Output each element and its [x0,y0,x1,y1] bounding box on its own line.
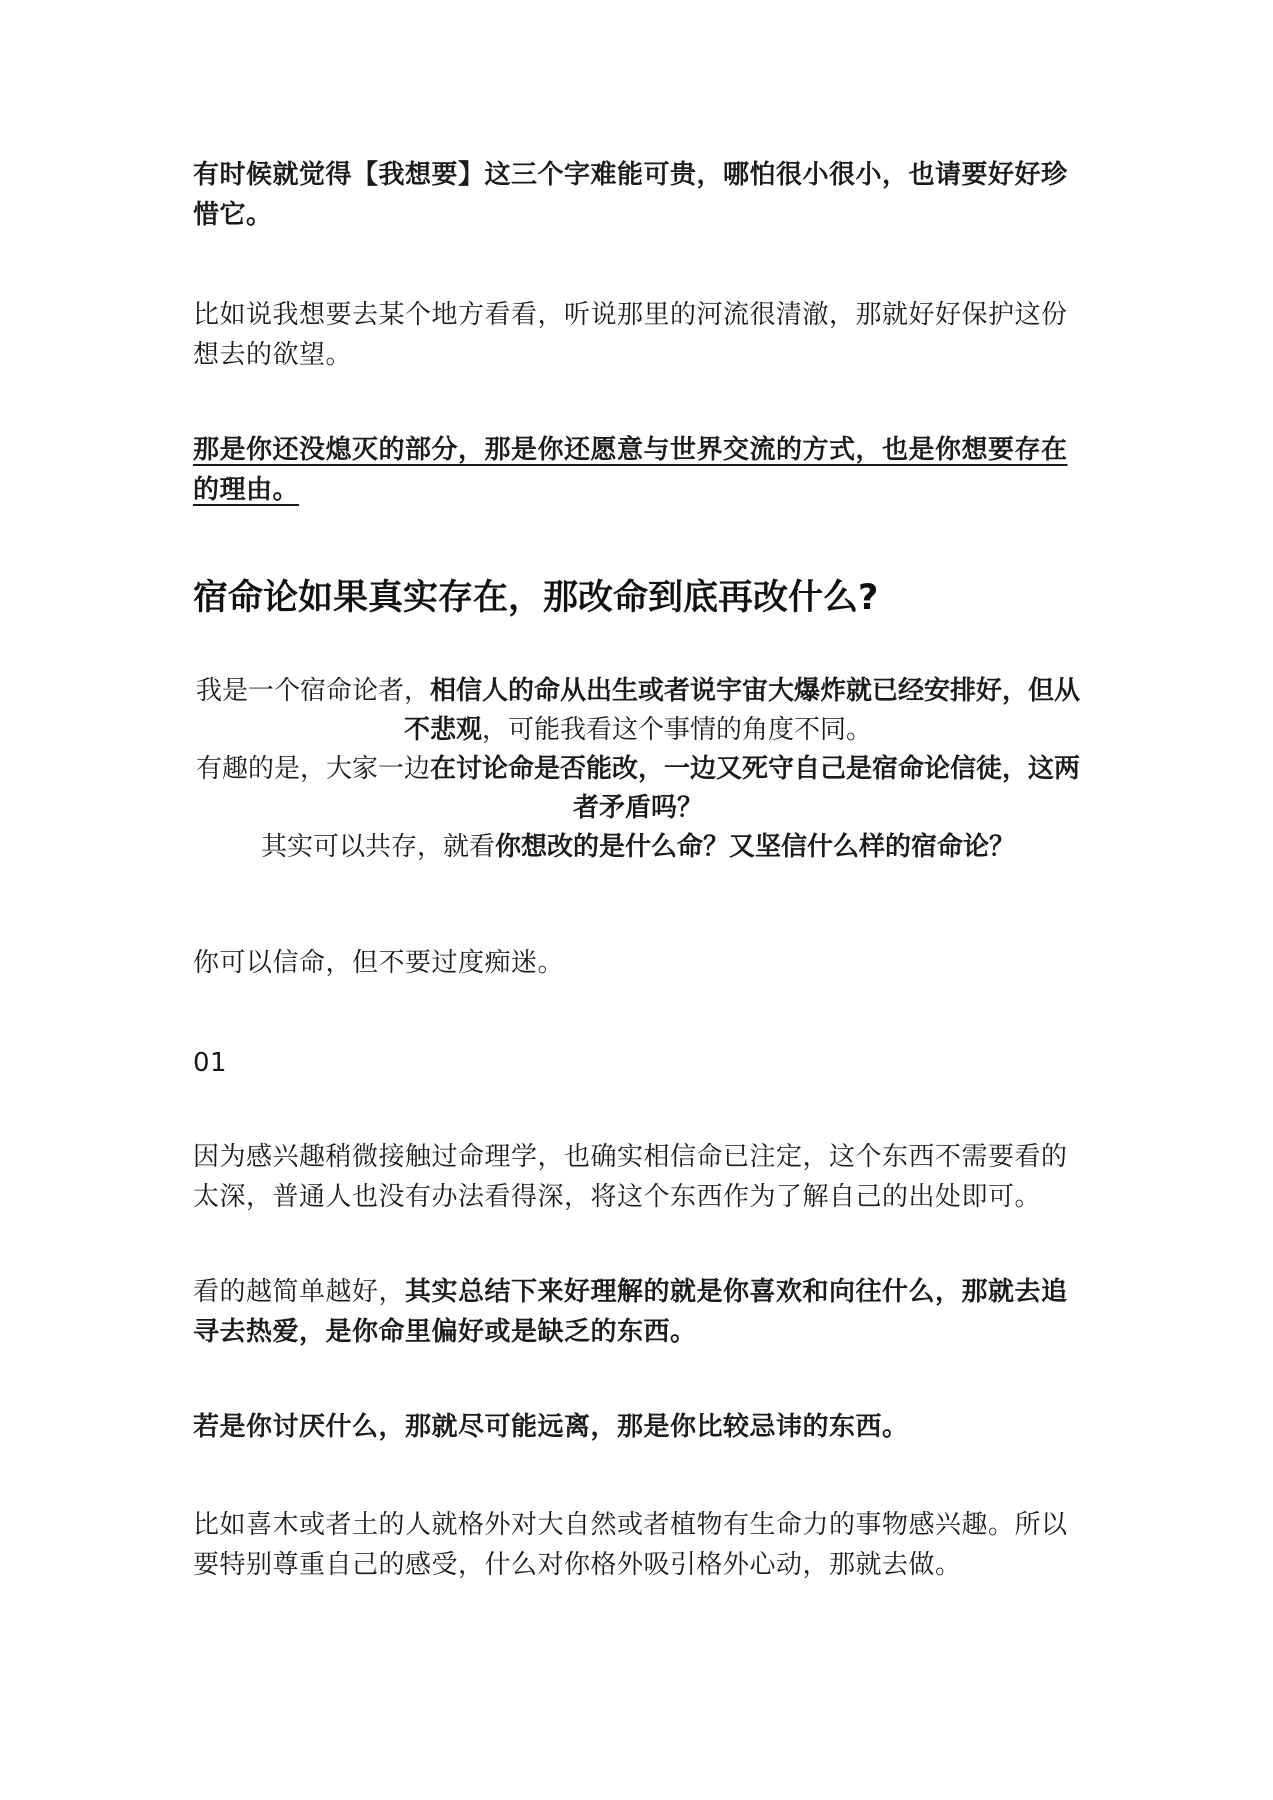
centered-line-fatalist-tail: ，可能我看这个事情的角度不同。 [482,715,873,745]
centered-line-contradiction-plain: 有趣的是，大家一边 [195,754,430,784]
paragraph-believe-fate: 你可以信命，但不要过度痴迷。 [193,948,565,978]
paragraph-pursue-love [193,1272,1083,1352]
paragraph-pursue-love-plain: 看的越简单越好， [193,1277,406,1307]
centered-line-fatalist-bold: 相信人的命从出生或者说宇宙大爆炸就已经安排好，但从不悲观 [403,676,1081,745]
section-number: 01 [193,1048,228,1078]
paragraph-astrology-interest: 因为感兴趣稍微接触过命理学，也确实相信命已注定，这个东西不需要看的太深，普通人也没有办法看得深，将这个东西作为了解自己的出处即可。 [193,1142,1068,1212]
paragraph-nature-example: 比如喜木或者土的人就格外对大自然或者植物有生命力的事物感兴趣。所以要特别尊重自己的感受，什么对你格外吸引格外心动，那就去做。 [193,1510,1068,1580]
paragraph-treasure-wanting: 有时候就觉得【我想要】这三个字难能可贵，哪怕很小很小，也请要好好珍惜它。 [193,160,1068,230]
centered-line-fatalist [193,672,1083,750]
centered-line-contradiction [193,750,1083,828]
section-heading: 宿命论如果真实存在，那改命到底再改什么? [193,578,879,618]
centered-line-contradiction-bold: 在讨论命是否能改，一边又死守自己是宿命论信徒，这两者矛盾吗？ [430,754,1081,823]
paragraph-reason-to-exist: 那是你还没熄灭的部分，那是你还愿意与世界交流的方式，也是你想要存在的理由。 [193,435,1068,505]
centered-quote-block [193,672,1083,867]
centered-line-coexist [193,828,1083,867]
paragraph-pursue-love-bold: 其实总结下来好理解的就是你喜欢和向往什么，那就去追寻去热爱，是你命里偏好或是缺乏的东西。 [193,1277,1068,1347]
paragraph-river-example: 比如说我想要去某个地方看看，听说那里的河流很清澈，那就好好保护这份想去的欲望。 [193,300,1068,370]
centered-line-fatalist-plain: 我是一个宿命论者， [195,676,430,706]
paragraph-avoid-dislike: 若是你讨厌什么，那就尽可能远离，那是你比较忌讳的东西。 [193,1412,909,1442]
centered-line-coexist-bold: 你想改的是什么命？又坚信什么样的宿命论？ [495,832,1016,862]
centered-line-coexist-plain: 其实可以共存，就看 [260,832,495,862]
